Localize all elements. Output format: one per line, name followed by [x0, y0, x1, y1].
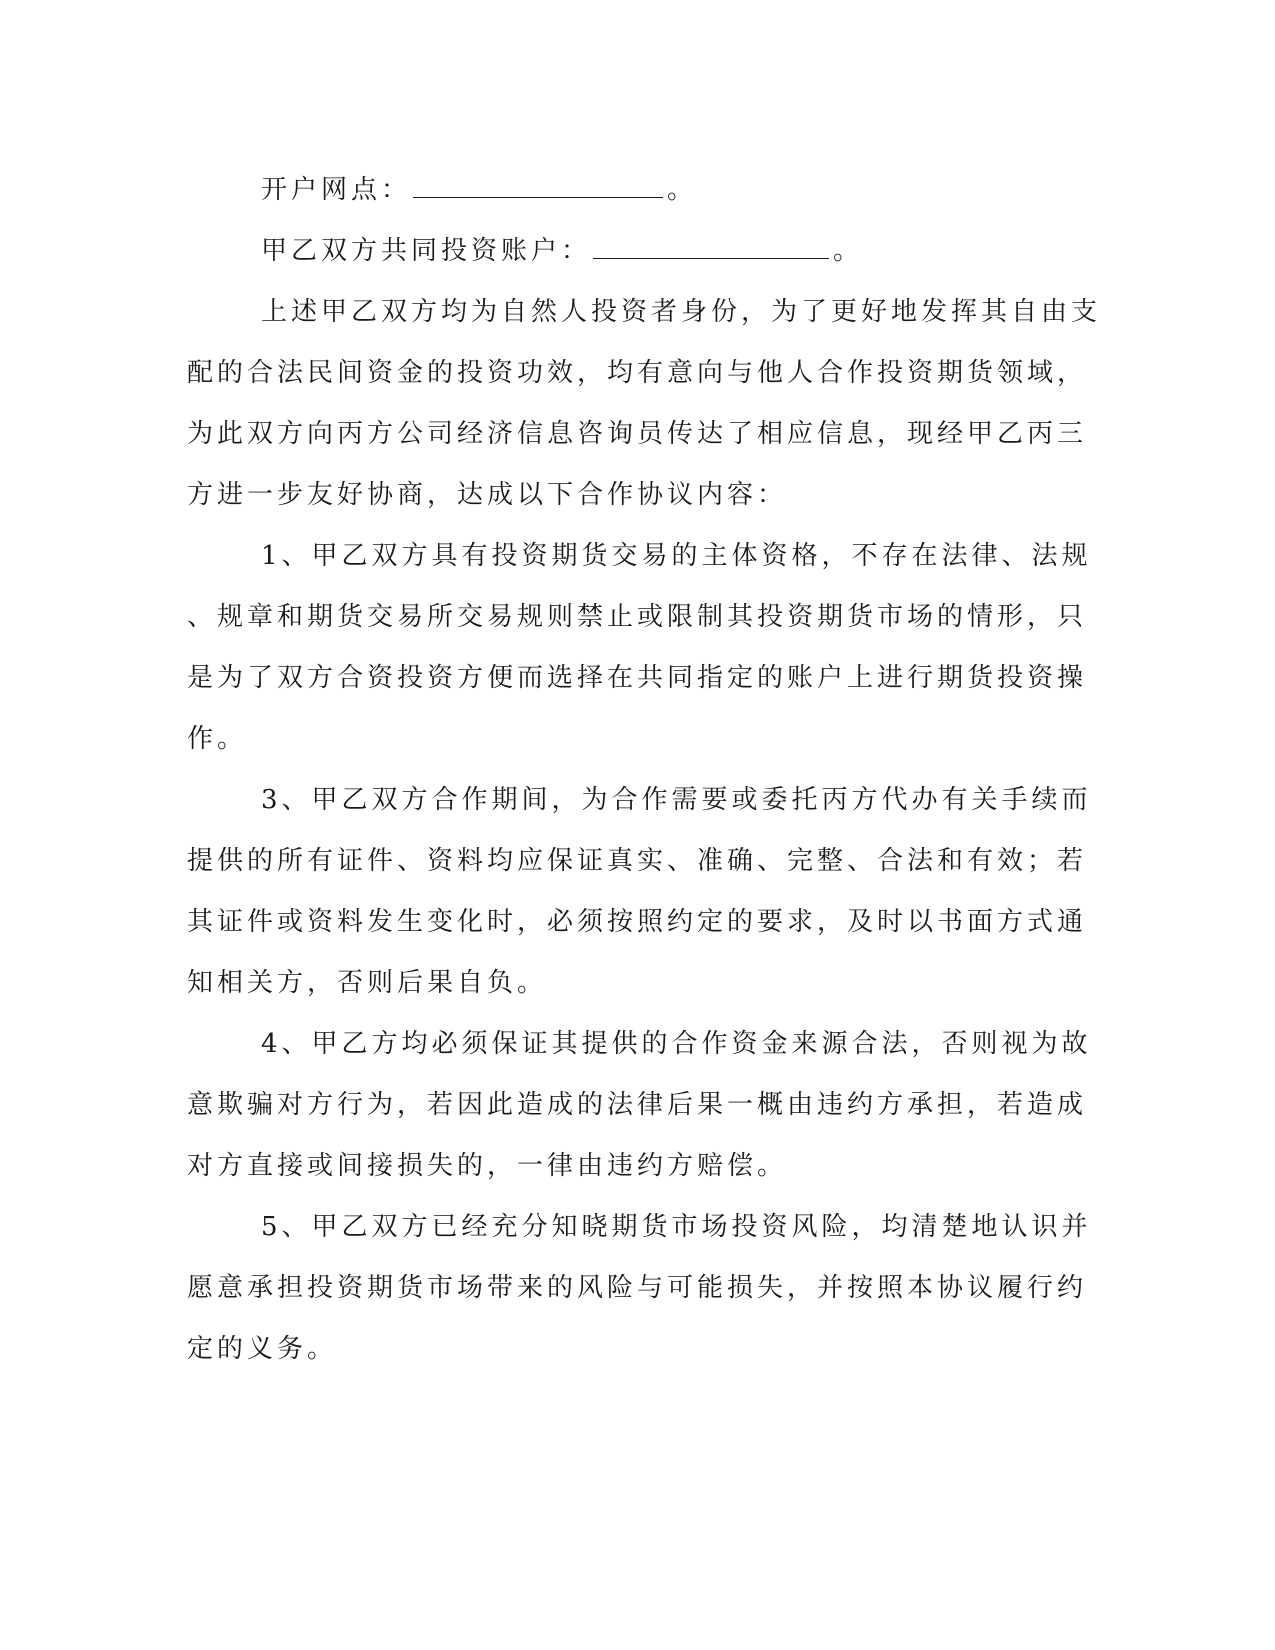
field-branch-suffix: 。	[667, 175, 698, 205]
field-joint-account	[187, 221, 1047, 282]
paragraph-line: 定的义务。	[187, 1334, 338, 1364]
paragraph-line: 3、甲乙双方合作期间，为合作需要或委托丙方代办有关手续而	[261, 785, 1092, 815]
paragraph-line: 知相关方，否则后果自负。	[187, 968, 548, 998]
paragraph-line: 提供的所有证件、资料均应保证真实、准确、完整、合法和有效；若	[187, 846, 1088, 876]
paragraph-line: 作。	[187, 724, 248, 754]
field-branch-blank	[413, 177, 663, 198]
paragraph-line: 4、甲乙方均必须保证其提供的合作资金来源合法，否则视为故	[261, 1029, 1092, 1059]
paragraph-line: 愿意承担投资期货市场带来的风险与可能损失，并按照本协议履行约	[187, 1273, 1088, 1303]
paragraph-line: 方进一步友好协商，达成以下合作协议内容：	[187, 480, 788, 510]
paragraph-line: 意欺骗对方行为，若因此造成的法律后果一概由违约方承担，若造成	[187, 1090, 1088, 1120]
clause-5	[187, 1197, 1092, 1380]
paragraph-line: 对方直接或间接损失的，一律由违约方赔偿。	[187, 1151, 788, 1181]
paragraph-line: 其证件或资料发生变化时，必须按照约定的要求，及时以书面方式通	[187, 907, 1088, 937]
paragraph-intro	[187, 282, 1102, 526]
paragraph-line: 、规章和期货交易所交易规则禁止或限制其投资期货市场的情形，只	[187, 602, 1088, 632]
clause-3	[187, 770, 1092, 1014]
paragraph-line: 上述甲乙双方均为自然人投资者身份，为了更好地发挥其自由支	[261, 297, 1102, 327]
field-branch	[187, 160, 1047, 221]
field-branch-label: 开户网点：	[261, 175, 412, 205]
document-body	[187, 160, 1102, 1380]
paragraph-line: 是为了双方合资投资方便而选择在共同指定的账户上进行期货投资操	[187, 663, 1088, 693]
field-joint-account-suffix: 。	[833, 236, 864, 266]
paragraph-line: 为此双方向丙方公司经济信息咨询员传达了相应信息，现经甲乙丙三	[187, 419, 1088, 449]
paragraph-line: 5、甲乙双方已经充分知晓期货市场投资风险，均清楚地认识并	[261, 1212, 1092, 1242]
paragraph-line: 1、甲乙双方具有投资期货交易的主体资格，不存在法律、法规	[261, 541, 1092, 571]
field-joint-account-label: 甲乙双方共同投资账户：	[261, 236, 592, 266]
field-joint-account-blank	[593, 238, 829, 259]
paragraph-line: 配的合法民间资金的投资功效，均有意向与他人合作投资期货领域，	[187, 358, 1088, 388]
clause-4	[187, 1014, 1092, 1197]
clause-1	[187, 526, 1092, 770]
